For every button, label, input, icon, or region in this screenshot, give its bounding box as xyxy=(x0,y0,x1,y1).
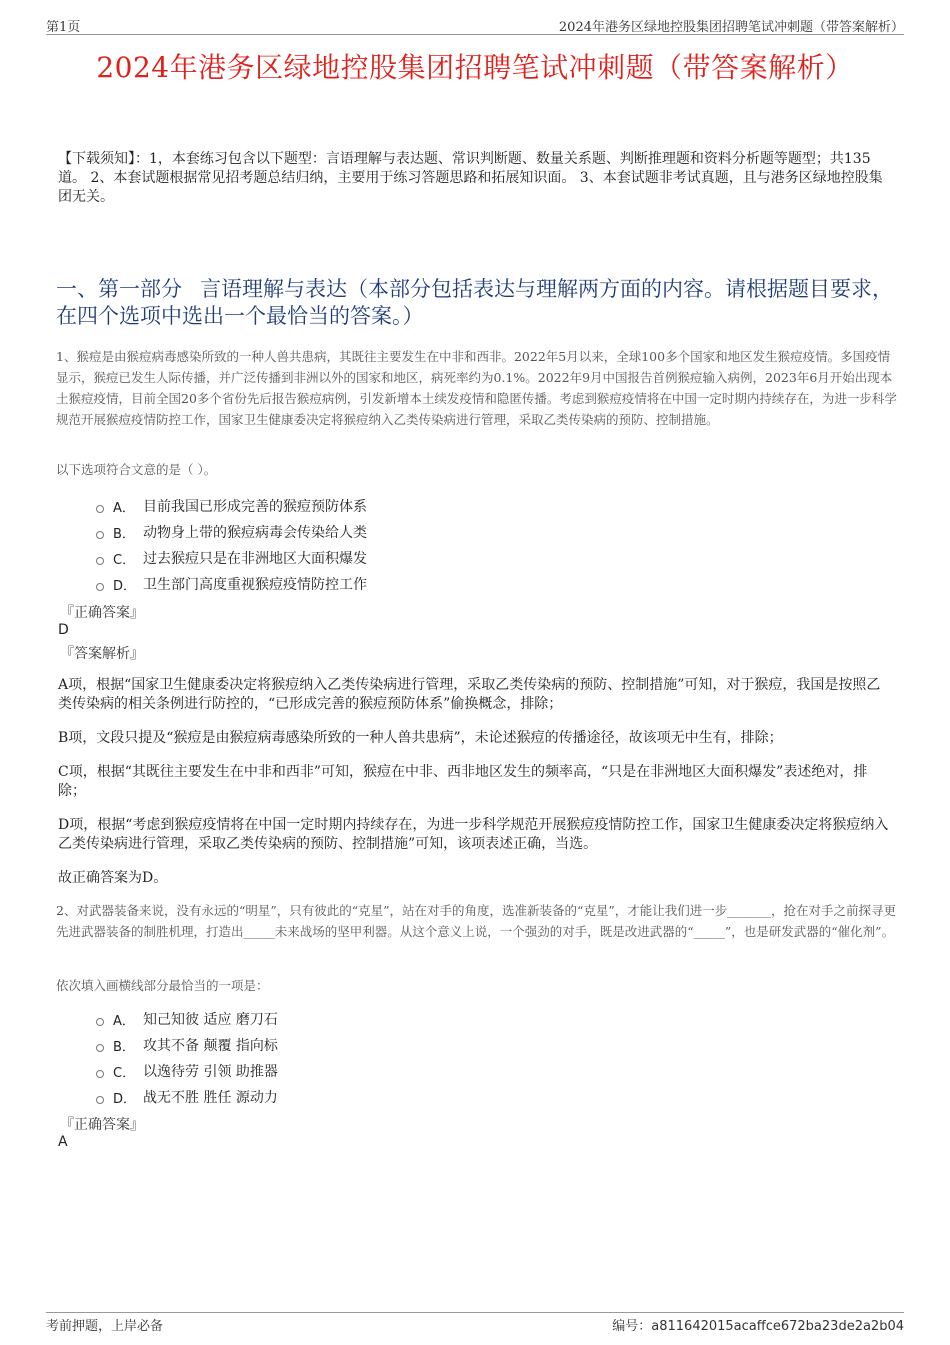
radio-icon[interactable] xyxy=(96,557,104,565)
q2-answer-label: 『正确答案』 xyxy=(60,1117,144,1133)
q1-option-c[interactable]: C． 过去猴痘只是在非洲地区大面积爆发 xyxy=(96,545,367,571)
radio-icon[interactable] xyxy=(96,1018,104,1026)
question-1-prompt: 以下选项符合文意的是（ ）。 xyxy=(56,462,217,477)
footer-code-label: 编号： xyxy=(612,1319,652,1334)
q1-answer-label: 『正确答案』 xyxy=(60,605,144,621)
analysis-paragraph: A项，根据“国家卫生健康委决定将猴痘纳入乙类传染病进行管理，采取乙类传染病的预防、控制措施”可知，对于猴痘，我国是按照乙类传染病的相关条例进行防控的，“已形成完善的猴痘预防体系”偷换概念，排除； xyxy=(58,677,881,712)
q1-option-b[interactable]: B． 动物身上带的猴痘病毒会传染给人类 xyxy=(96,519,367,545)
radio-icon[interactable] xyxy=(96,1044,104,1052)
q2-option-a[interactable]: A． 知己知彼 适应 磨刀石 xyxy=(96,1006,278,1032)
question-1-options xyxy=(96,493,367,597)
question-2-text: 2、对武器装备来说，没有永远的“明星”，只有彼此的“克星”，站在对手的角度，选准新装备的“克星”，才能让我们进一步_______，抢在对手之前探寻更先进武器装备的制胜机理，打造出_____未来战场的坚甲利器。从这个意义上说，一个强劲的对手，既是改进武器的“_____”，也是研发武器的“催化剂”。 xyxy=(56,903,897,939)
analysis-conclusion: 故正确答案为D。 xyxy=(58,870,168,886)
analysis-paragraph: C项，根据“其既往主要发生在中非和西非”可知，猴痘在中非、西非地区发生的频率高，“只是在非洲地区大面积爆发”表述绝对，排除； xyxy=(58,764,868,799)
footer-code-value: a811642015acaffce672ba23de2a2b04 xyxy=(651,1319,904,1334)
q1-option-a[interactable]: A． 目前我国已形成完善的猴痘预防体系 xyxy=(96,493,367,519)
q1-answer: D xyxy=(58,622,69,638)
radio-icon[interactable] xyxy=(96,1096,104,1104)
q1-option-d[interactable]: D． 卫生部门高度重视猴痘疫情防控工作 xyxy=(96,571,367,597)
question-2-options xyxy=(96,1006,278,1110)
q2-option-b[interactable]: B． 攻其不备 颠覆 指向标 xyxy=(96,1032,278,1058)
q2-answer: A xyxy=(58,1134,68,1150)
q1-analysis-label: 『答案解析』 xyxy=(60,646,144,662)
header-doc-title: 2024年港务区绿地控股集团招聘笔试冲刺题（带答案解析） xyxy=(558,20,904,35)
footer-code xyxy=(612,1315,904,1334)
radio-icon[interactable] xyxy=(96,1070,104,1078)
footer-slogan: 考前押题，上岸必备 xyxy=(46,1319,164,1334)
analysis-paragraph: B项，文段只提及“猴痘是由猴痘病毒感染所致的一种人兽共患病”，未论述猴痘的传播途径，故该项无中生有，排除； xyxy=(58,730,783,746)
page-number: 第1页 xyxy=(46,20,81,35)
download-notice: 【下载须知】：1，本套练习包含以下题型：言语理解与表达题、常识判断题、数量关系题、判断推理题和资料分析题等题型；共135道。 2、本套试题根据常见招考题总结归纳，主要用于练习答题思路和拓展知识面。 3、本套试题非考试真题，且与港务区绿地控股集团无关。 xyxy=(58,151,883,205)
section-heading xyxy=(56,276,894,330)
radio-icon[interactable] xyxy=(96,583,104,591)
radio-icon[interactable] xyxy=(96,505,104,513)
question-1-text: 1、猴痘是由猴痘病毒感染所致的一种人兽共患病，其既往主要发生在中非和西非。2022年5月以来，全球100多个国家和地区发生猴痘疫情。多国疫情显示，猴痘已发生人际传播，并广泛传播到非洲以外的国家和地区，病死率约为0.1%。2022年9月中国报告首例猴痘输入病例，2023年6月开始出现本土猴痘疫情，目前全国20多个省份先后报告猴痘病例，引发新增本土续发疫情和隐匿传播。考虑到猴痘疫情将在中国一定时期内持续存在，为进一步科学规范开展猴痘疫情防控工作，国家卫生健康委决定将猴痘纳入乙类传染病进行管理，采取乙类传染病的预防、控制措施。 xyxy=(56,349,897,427)
analysis-paragraph: D项，根据“考虑到猴痘疫情将在中国一定时期内持续存在，为进一步科学规范开展猴痘疫情防控工作，国家卫生健康委决定将猴痘纳入乙类传染病进行管理，采取乙类传染病的预防、控制措施”可知，该项表述正确，当选。 xyxy=(58,817,889,852)
section-part: 一、第一部分 xyxy=(56,277,182,301)
page-title: 2024年港务区绿地控股集团招聘笔试冲刺题（带答案解析） xyxy=(96,51,854,84)
q2-option-d[interactable]: D． 战无不胜 胜任 源动力 xyxy=(96,1084,278,1110)
page-header xyxy=(46,14,904,35)
question-2-prompt: 依次填入画横线部分最恰当的一项是： xyxy=(56,978,269,993)
q1-analysis xyxy=(58,676,892,903)
page-footer xyxy=(46,1312,904,1335)
section-title-text: 言语理解与表达（本部分包括表达与理解两方面的内容。请根据题目要求，在四个选项中选出一个最恰当的答案。） xyxy=(56,277,893,328)
q2-option-c[interactable]: C． 以逸待劳 引领 助推器 xyxy=(96,1058,278,1084)
radio-icon[interactable] xyxy=(96,531,104,539)
